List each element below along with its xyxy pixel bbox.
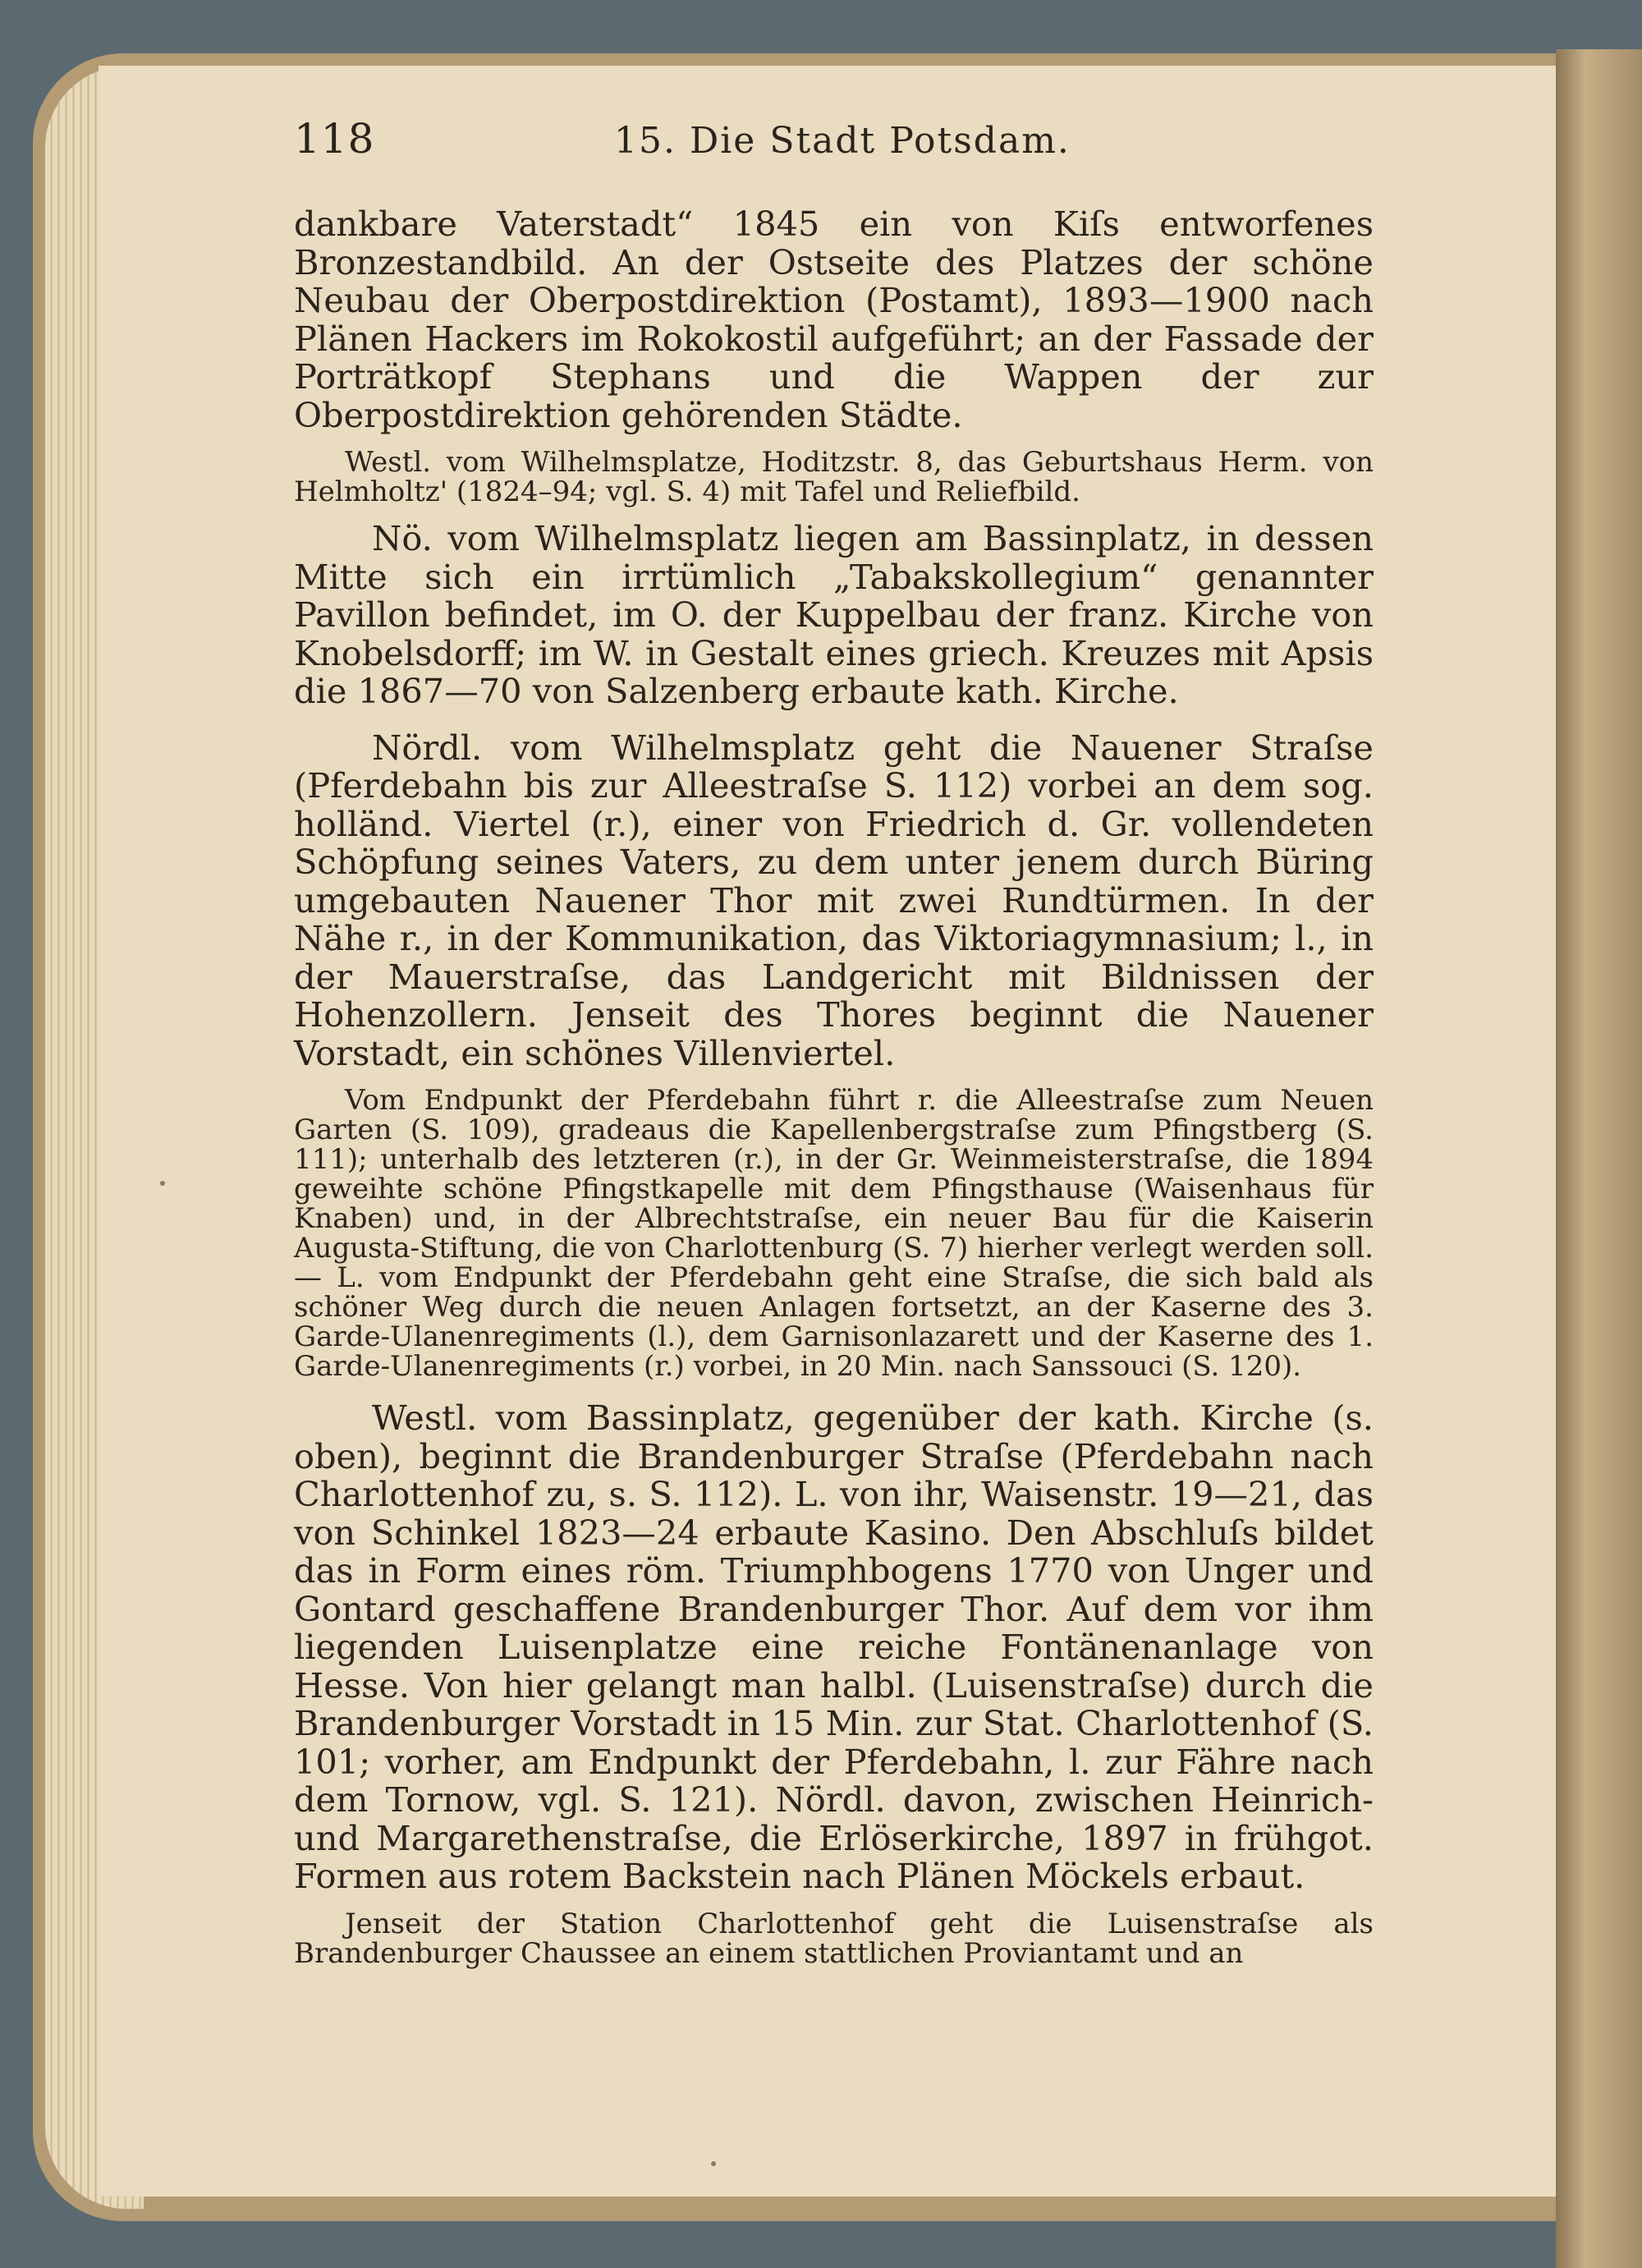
paper-fleck (160, 1181, 165, 1186)
paragraph-nauener-strasse: Nördl. vom Wilhelmsplatz geht die Nauener Straſse (Pferdebahn bis zur Alleestraſse S. 112) vorbei an dem sog. holländ. Viertel (r.), einer von Friedrich d. Gr. vollendeten Schöpfung seines Vaters, zu dem unter jenem durch Büring umgebauten Nauener Thor mit zwei Rundtürmen. In der Nähe r., in der Kommunikation, das Viktoriagymnasium; l., in der Mauerstraſse, das Landgericht mit Bildnissen der Hohenzollern. Jenseit des Thores beginnt die Nauener Vorstadt, ein schönes Villenviertel. (294, 727, 1374, 1073)
paper-fleck (711, 2161, 716, 2166)
paragraph-brandenburger-strasse: Westl. vom Bassinplatz, gegenüber der kath. Kirche (s. oben), beginnt die Brandenburger Straſse (Pferdebahn nach Charlottenhof zu, s. S. 112). L. von ihr, Waisenstr. 19—21, das von Schinkel 1823—24 erbaute Kasino. Den Abschluſs bildet das in Form eines röm. Triumphbogens 1770 von Unger und Gontard geschaffene Brandenburger Thor. Auf dem vor ihm liegenden Luisenplatze eine reiche Fontänenanlage von Hesse. Von hier gelangt man halbl. (Luisenstraſse) durch die Brandenburger Vorstadt in 15 Min. zur Stat. Charlottenhof (S. 101; vorher, am Endpunkt der Pferdebahn, l. zur Fähre nach dem Tornow, vgl. S. 121). Nördl. davon, zwischen Heinrich- und Margarethenstraſse, die Erlöserkirche, 1897 in frühgot. Formen aus rotem Backstein nach Plänen Möckels erbaut. (294, 1398, 1374, 1896)
note-pferdebahn: Vom Endpunkt der Pferdebahn führt r. die Alleestraſse zum Neuen Garten (S. 109), gradeaus die Kapellenbergstraſse zum Pfingstberg (S. 111); unterhalb des letzteren (r.), in der Gr. Weinmeisterstraſse, die 1894 geweihte schöne Pfingstkapelle mit dem Pfingsthause (Waisenhaus für Knaben) und, in der Albrechtstraſse, ein neuer Bau für die Kaiserin Augusta-Stiftung, die von Charlottenburg (S. 7) hierher verlegt werden soll. — L. vom Endpunkt der Pferdebahn geht eine Straſse, die sich bald als schöner Weg durch die neuen Anlagen fortsetzt, an der Kaserne des 3. Garde-Ulanenregiments (l.), dem Garnisonlazarett und der Kaserne des 1. Garde-Ulanenregiments (r.) vorbei, in 20 Min. nach Sanssouci (S. 120). (294, 1084, 1374, 1383)
page-header (294, 115, 1374, 205)
paragraph-bassinplatz: Nö. vom Wilhelmsplatz liegen am Bassinplatz, in dessen Mitte sich ein irrtümlich „Tabakskollegium“ genannter Pavillon befindet, im O. der Kuppelbau der franz. Kirche von Knobelsdorff; im W. in Gestalt eines griech. Kreuzes mit Apsis die 1867—70 von Salzenberg erbaute kath. Kirche. (294, 518, 1374, 711)
note-helmholtz: Westl. vom Wilhelmsplatze, Hoditzstr. 8, das Geburtshaus Herm. von Helmholtz' (1824–94; vgl. S. 4) mit Tafel und Reliefbild. (294, 446, 1374, 508)
paragraph-1: dankbare Vaterstadt“ 1845 ein von Kiſs entworfenes Bronzestandbild. An der Ostseite des Platzes der schöne Neubau der Oberpostdirektion (Postamt), 1893—1900 nach Plänen Hackers im Rokokostil aufgeführt; an der Fassade der Porträtkopf Stephans und die Wappen der zur Oberpostdirektion gehörenden Städte. (294, 204, 1374, 435)
page-content (294, 115, 1374, 1981)
running-head: 15. Die Stadt Potsdam. (614, 120, 1071, 162)
note-charlottenhof: Jenseit der Station Charlottenhof geht die Luisenstraſse als Brandenburger Chaussee an einem stattlichen Proviantamt und an (294, 1907, 1374, 1970)
page-number: 118 (294, 115, 375, 163)
book-gutter (1556, 49, 1642, 2268)
